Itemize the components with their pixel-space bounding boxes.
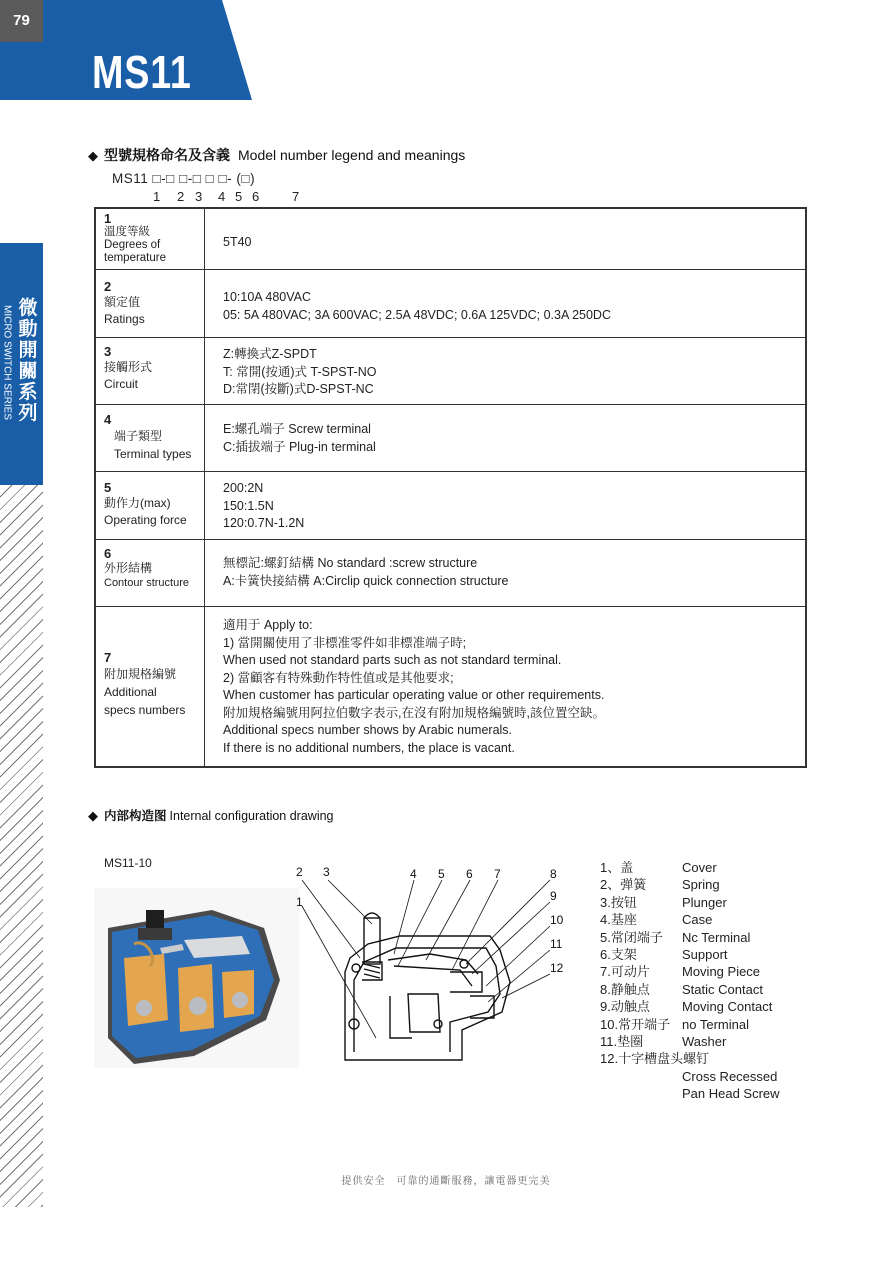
callout-8: 8 <box>550 867 557 881</box>
callout-5: 5 <box>438 867 445 881</box>
table-column-divider <box>204 207 205 768</box>
row-value-additional-specs: 適用于 Apply to: 1) 當開關使用了非標准零件如非標准端子時; When used not standard parts such as not standard terminal. 2) 當顧客有特殊動作特性值或是其他要求; When customer has particular operating value or other requirements. 附加規格編號用阿拉伯數字表示,在沒有附加規格編號時,該位置空缺。 Additional specs number shows by Arabic numerals. If there is no additional numbers, the place is vacant. <box>223 618 605 755</box>
callout-6: 6 <box>466 867 473 881</box>
table-row-divider <box>94 471 807 472</box>
page-number: 79 <box>0 0 43 42</box>
row-value-temperature: 5T40 <box>223 235 252 249</box>
callout-2: 2 <box>296 865 303 879</box>
footer-slogan: 提供安全 可靠的通斷服務，讓電器更完美 <box>341 1176 551 1187</box>
row-label-circuit: 3 接觸形式 Circuit <box>104 344 153 391</box>
table-row-divider <box>94 539 807 540</box>
callout-11: 11 <box>550 937 563 951</box>
cutaway-illustration <box>94 888 299 1068</box>
callout-9: 9 <box>550 889 557 903</box>
diamond-bullet-icon: ◆ <box>88 808 98 823</box>
row-label-terminal-types: 4 端子類型 Terminal types <box>104 412 192 461</box>
row-value-ratings: 10:10A 480VAC 05: 5A 480VAC; 3A 600VAC; 2.5A 48VDC; 0.6A 125VDC; 0.3A 250DC <box>223 290 611 322</box>
drawing-model-label: MS11-10 <box>104 856 152 870</box>
callout-12: 12 <box>550 961 564 975</box>
position-number: 7 <box>292 189 300 204</box>
row-label-ratings: 2 額定值 Ratings <box>104 279 145 326</box>
model-code-pattern: MS11 □-□ □-□ □ □- (□) <box>112 171 256 186</box>
callout-4: 4 <box>410 867 417 881</box>
table-row-divider <box>94 404 807 405</box>
decorative-hatch-strip <box>0 485 43 1207</box>
position-number: 4 <box>218 189 226 204</box>
position-number: 6 <box>252 189 260 204</box>
table-row-divider <box>94 269 807 270</box>
internal-line-diagram <box>290 862 580 1067</box>
row-label-additional-specs: 7 附加規格編號 Additional specs numbers <box>104 650 186 717</box>
series-english-label: MICRO SWITCH SERIES <box>1 304 13 420</box>
position-number: 3 <box>195 189 203 204</box>
row-label-temperature: 1 溫度等級 Degrees of temperature <box>104 211 167 264</box>
drawing-section-heading: ◆ 内部构造图 Internal configuration drawing <box>88 808 334 823</box>
position-number: 1 <box>153 189 161 204</box>
table-row-divider <box>94 606 807 607</box>
legend-section-heading: ◆ 型號規格命名及含義 Model number legend and meanings <box>88 147 466 163</box>
position-number: 5 <box>235 189 243 204</box>
row-value-circuit: Z:轉換式Z-SPDT T: 常開(按通)式 T-SPST-NO D:常閉(按斷)式D-SPST-NC <box>223 347 377 396</box>
row-label-contour-structure: 6 外形結構 Contour structure <box>104 546 189 589</box>
diamond-bullet-icon: ◆ <box>88 148 98 163</box>
series-chinese-label: 微 動 開 關 系 列 <box>18 298 38 424</box>
callout-1: 1 <box>296 895 303 909</box>
product-title: MS11 <box>92 46 192 98</box>
row-value-operating-force: 200:2N 150:1.5N 120:0.7N-1.2N <box>223 481 305 530</box>
callout-10: 10 <box>550 913 564 927</box>
row-value-contour-structure: 無標記:螺釘結構 No standard :screw structure A:卡簧快接結構 A:Circlip quick connection structure <box>223 556 509 588</box>
callout-3: 3 <box>323 865 330 879</box>
position-number: 2 <box>177 189 185 204</box>
callout-7: 7 <box>494 867 501 881</box>
row-label-operating-force: 5 動作力(max) Operating force <box>104 480 187 527</box>
row-value-terminal-types: E:螺孔端子 Screw terminal C:插拔端子 Plug-in terminal <box>223 422 376 454</box>
table-row-divider <box>94 337 807 338</box>
